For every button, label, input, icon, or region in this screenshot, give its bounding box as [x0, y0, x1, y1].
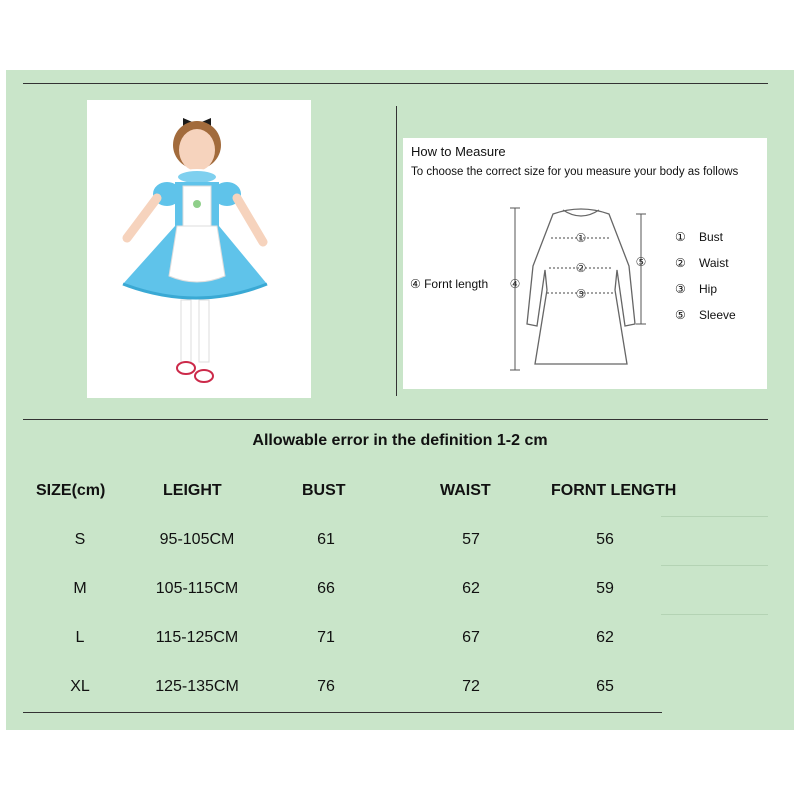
table-cell-size: XL — [70, 678, 90, 695]
table-cell-bust: 76 — [317, 678, 335, 695]
bottom-divider — [23, 712, 662, 713]
girl-in-dress-illustration — [87, 100, 311, 398]
header-size: SIZE(cm) — [36, 482, 106, 499]
legend-label: Bust — [699, 230, 724, 244]
table-cell-height: 105-115CM — [155, 580, 239, 597]
table-cell-height: 95-105CM — [159, 531, 235, 548]
table-cell-size: M — [73, 580, 87, 597]
marker-sleeve: ⑤ — [635, 255, 647, 269]
legend-label: Hip — [699, 282, 718, 296]
legend-number: ① — [675, 230, 686, 244]
table-cell-waist: 72 — [462, 678, 480, 695]
measure-title: How to Measure — [411, 144, 506, 159]
legend-item-waist — [675, 256, 729, 270]
marker-bust: ① — [575, 231, 587, 245]
table-cell-front-length: 59 — [596, 580, 614, 597]
table-cell-height: 115-125CM — [155, 629, 239, 646]
legend-item-sleeve — [675, 308, 736, 322]
table-cell-bust: 66 — [317, 580, 335, 597]
legend-number: ② — [675, 256, 686, 270]
legend-item-hip — [675, 282, 717, 296]
allowable-error-caption: Allowable error in the definition 1-2 cm — [252, 432, 548, 449]
table-cell-height: 125-135CM — [155, 678, 239, 695]
table-cell-size: S — [74, 531, 86, 548]
front-length-label: ④ Fornt length — [410, 277, 489, 291]
marker-waist: ② — [575, 261, 587, 275]
table-cell-waist: 67 — [462, 629, 480, 646]
size-chart-panel — [6, 70, 794, 730]
marker-front-length: ④ — [509, 277, 521, 291]
header-height: LEIGHT — [163, 482, 222, 499]
header-waist: WAIST — [440, 482, 491, 499]
table-cell-bust: 71 — [317, 629, 335, 646]
legend-number: ⑤ — [675, 308, 686, 322]
table-cell-waist: 62 — [462, 580, 480, 597]
measure-subtitle: To choose the correct size for you measure your body as follows — [411, 166, 739, 178]
middle-divider — [23, 419, 768, 420]
center-divider — [396, 106, 397, 396]
header-front-length: FORNT LENGTH — [551, 482, 677, 499]
table-cell-size: L — [75, 629, 85, 646]
table-cell-front-length: 56 — [596, 531, 614, 548]
legend-item-bust — [675, 230, 723, 244]
how-to-measure-diagram — [403, 138, 767, 389]
top-divider — [23, 83, 768, 84]
legend-number: ③ — [675, 282, 686, 296]
table-cell-front-length: 65 — [596, 678, 614, 695]
legend-label: Waist — [699, 256, 729, 270]
product-photo — [87, 100, 311, 398]
table-cell-bust: 61 — [317, 531, 335, 548]
table-cell-front-length: 62 — [596, 629, 614, 646]
table-cell-waist: 57 — [462, 531, 480, 548]
marker-hip: ③ — [575, 287, 587, 301]
legend-label: Sleeve — [699, 308, 736, 322]
header-bust: BUST — [302, 482, 346, 499]
